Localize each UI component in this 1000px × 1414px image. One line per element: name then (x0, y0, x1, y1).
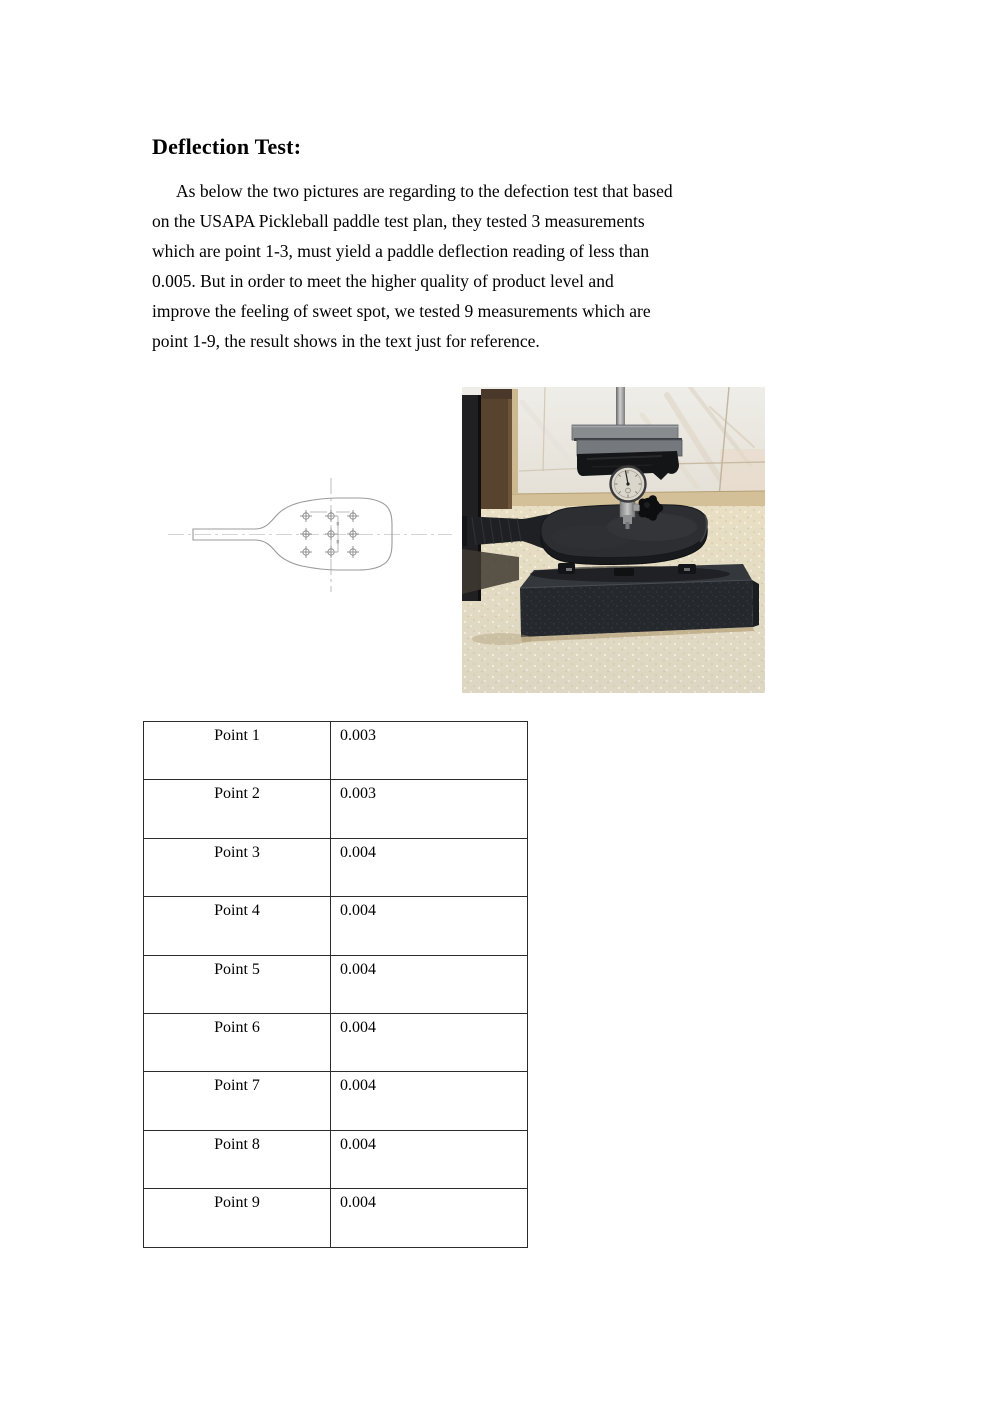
point-value-cell: 0.004 (331, 1130, 528, 1188)
point-label-cell: Point 1 (144, 722, 331, 780)
cabinet-brown-side (481, 389, 512, 509)
point-value-cell: 0.003 (331, 722, 528, 780)
paragraph-line: point 1-9, the result shows in the text just for reference. (152, 331, 540, 351)
point-value-cell: 0.003 (331, 780, 528, 838)
table-row (144, 838, 528, 896)
point-value-cell: 0.004 (331, 838, 528, 896)
table-row (144, 1013, 528, 1071)
paddle-measurement-drawing (160, 455, 460, 615)
table-row (144, 1130, 528, 1188)
point-label-cell: Point 5 (144, 955, 331, 1013)
paragraph-line: 0.005. But in order to meet the higher quality of product level and (152, 271, 614, 291)
paddle-drawing-svg (160, 455, 460, 615)
point-label-cell: Point 2 (144, 780, 331, 838)
point-label-cell: Point 3 (144, 838, 331, 896)
dimension-lines (310, 512, 350, 552)
point-value-cell: 0.004 (331, 897, 528, 955)
point-label-cell: Point 6 (144, 1013, 331, 1071)
deflection-test-photo (462, 387, 765, 693)
table-row (144, 897, 528, 955)
paragraph-line: which are point 1-3, must yield a paddle deflection reading of less than (152, 241, 650, 261)
point-value-cell: 0.004 (331, 1013, 528, 1071)
intro-paragraph (152, 176, 792, 356)
deflection-results-table (143, 721, 528, 1248)
table-row (144, 780, 528, 838)
point-label-cell: Point 9 (144, 1189, 331, 1247)
stand-column (616, 387, 625, 427)
point-value-cell: 0.004 (331, 955, 528, 1013)
table-row (144, 722, 528, 780)
paragraph-line: on the USAPA Pickleball paddle test plan, they tested 3 measurements (152, 211, 645, 231)
table-row (144, 955, 528, 1013)
point-value-cell: 0.004 (331, 1189, 528, 1247)
page-title: Deflection Test: (152, 134, 302, 159)
point-label-cell: Point 4 (144, 897, 331, 955)
deflection-test-photo-svg (462, 387, 765, 693)
table-row (144, 1189, 528, 1247)
measurement-points-grid (300, 510, 359, 558)
paragraph-line: As below the two pictures are regarding to the defection test that based (176, 181, 673, 201)
point-label-cell: Point 7 (144, 1072, 331, 1130)
paragraph-line: improve the feeling of sweet spot, we tested 9 measurements which are (152, 301, 651, 321)
point-label-cell: Point 8 (144, 1130, 331, 1188)
table-row (144, 1072, 528, 1130)
point-value-cell: 0.004 (331, 1072, 528, 1130)
